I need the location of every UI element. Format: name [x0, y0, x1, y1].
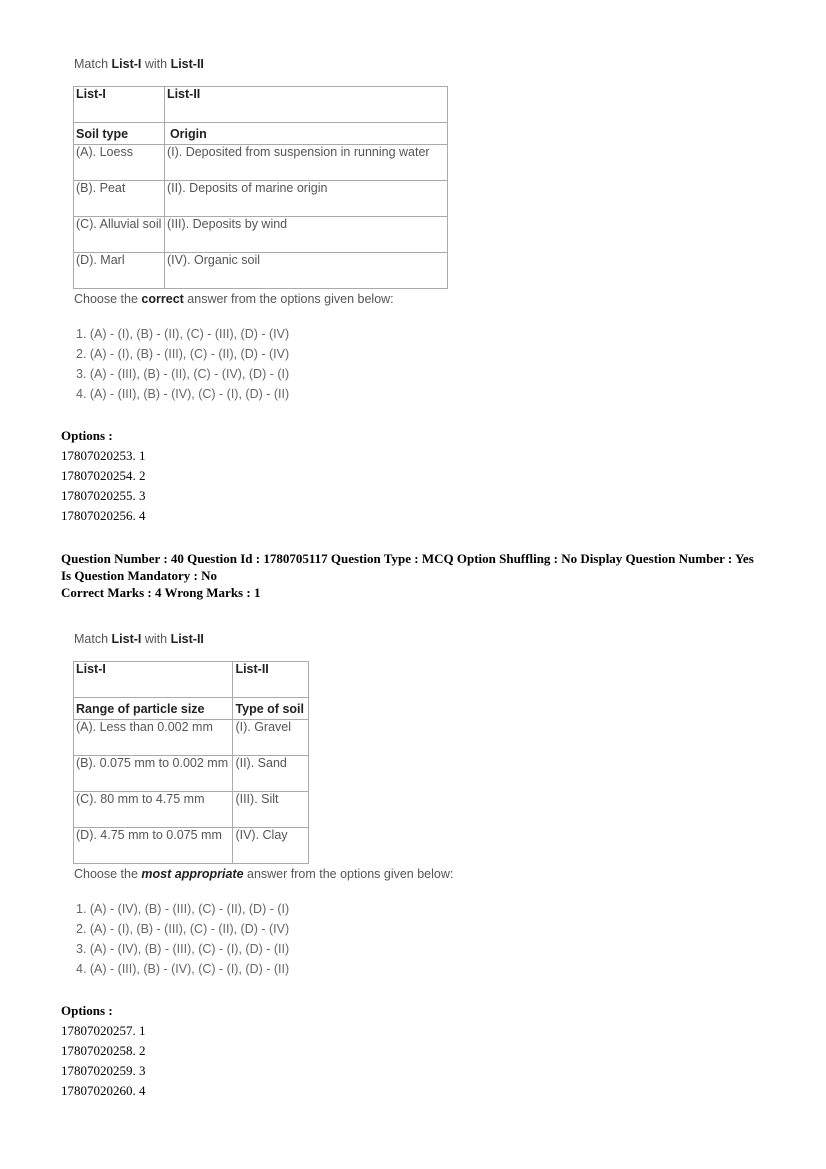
q2-subheader-col1: Range of particle size: [74, 698, 233, 720]
table-row: [74, 828, 309, 864]
q1-choose-prefix: Choose the: [74, 292, 142, 306]
q2-header-list1: List-I: [74, 662, 233, 698]
meta-label: Question Number :: [61, 551, 171, 566]
q1-header-list2: List-II: [164, 87, 447, 123]
q1-intro-mid: with: [141, 57, 171, 71]
table-cell: (A). Less than 0.002 mm: [74, 720, 233, 756]
display-question-number-value: Yes: [734, 551, 754, 566]
meta-label: Correct Marks :: [61, 585, 155, 600]
q2-intro-list2: List-II: [170, 632, 204, 646]
correct-marks-value: 4: [154, 585, 162, 600]
table-cell: (III). Deposits by wind: [164, 217, 447, 253]
table-cell: (I). Deposited from suspension in running water: [164, 145, 447, 181]
table-row: [74, 792, 309, 828]
list-item: 4. (A) - (III), (B) - (IV), (C) - (I), (D) - (II): [76, 387, 290, 401]
q1-subheader-col1: Soil type: [74, 123, 165, 145]
table-cell: (B). Peat: [74, 181, 165, 217]
list-item: 2. (A) - (I), (B) - (III), (C) - (II), (D) - (IV): [76, 922, 290, 936]
table-cell: (III). Silt: [233, 792, 309, 828]
list-item: 1. (A) - (I), (B) - (II), (C) - (III), (D) - (IV): [76, 327, 290, 341]
q2-intro: [74, 632, 204, 646]
q2-intro-mid: with: [141, 632, 171, 646]
list-item: 4. (A) - (III), (B) - (IV), (C) - (I), (D) - (II): [76, 962, 290, 976]
option-item: 17807020258. 2: [61, 1043, 146, 1058]
option-item: 17807020254. 2: [61, 468, 146, 483]
table-cell: (B). 0.075 mm to 0.002 mm: [74, 756, 233, 792]
table-cell: (IV). Clay: [233, 828, 309, 864]
q2-subheader-col2: Type of soil: [233, 698, 309, 720]
q1-intro-list1: List-I: [111, 57, 142, 71]
q2-answer-list: [76, 899, 289, 979]
q2-meta-line3: [61, 584, 801, 601]
list-item: 2. (A) - (I), (B) - (III), (C) - (II), (D) - (IV): [76, 347, 290, 361]
q2-table-header-row: [74, 662, 309, 698]
q2-intro-list1: List-I: [111, 632, 142, 646]
q2-intro-prefix: Match: [74, 632, 112, 646]
q2-meta-line2: [61, 567, 801, 584]
table-row: [74, 145, 448, 181]
q2-meta: [61, 550, 801, 601]
table-cell: (A). Loess: [74, 145, 165, 181]
table-row: [74, 217, 448, 253]
q2-match-table: [73, 661, 309, 864]
table-cell: (II). Deposits of marine origin: [164, 181, 447, 217]
q1-table-header-row: [74, 87, 448, 123]
q2-options-block: [61, 1001, 146, 1101]
option-shuffling-value: No: [561, 551, 578, 566]
q1-intro: [74, 57, 204, 71]
meta-label: Question Id :: [183, 551, 264, 566]
list-item: 1. (A) - (IV), (B) - (III), (C) - (II), (D) - (I): [76, 902, 290, 916]
q1-table-subheader-row: [74, 123, 448, 145]
table-cell: (II). Sand: [233, 756, 309, 792]
wrong-marks-value: 1: [253, 585, 261, 600]
option-item: 17807020259. 3: [61, 1063, 146, 1078]
table-row: [74, 181, 448, 217]
question-number-value: 40: [170, 551, 184, 566]
q1-match-table: [73, 86, 448, 289]
q1-choose-suffix: answer from the options given below:: [183, 292, 394, 306]
table-cell: (C). 80 mm to 4.75 mm: [74, 792, 233, 828]
q2-options-label: Options :: [61, 1003, 113, 1018]
q2-meta-line1: [61, 550, 801, 567]
table-cell: (D). Marl: [74, 253, 165, 289]
q1-header-list1: List-I: [74, 87, 165, 123]
option-item: 17807020253. 1: [61, 448, 146, 463]
option-item: 17807020256. 4: [61, 508, 146, 523]
q2-choose-bold: most appropriate: [141, 867, 244, 881]
q1-options-label: Options :: [61, 428, 113, 443]
q1-choose-bold: correct: [141, 292, 184, 306]
q1-choose-instruction: [74, 292, 394, 306]
q2-choose-prefix: Choose the: [74, 867, 142, 881]
table-row: [74, 756, 309, 792]
question-id-value: 1780705117: [263, 551, 328, 566]
meta-label: Is Question Mandatory :: [61, 568, 202, 583]
q2-table-subheader-row: [74, 698, 309, 720]
meta-label: Option Shuffling :: [453, 551, 562, 566]
table-cell: (C). Alluvial soil: [74, 217, 165, 253]
option-item: 17807020260. 4: [61, 1083, 146, 1098]
meta-label: Wrong Marks :: [161, 585, 254, 600]
q1-answer-list: [76, 324, 289, 404]
list-item: 3. (A) - (IV), (B) - (III), (C) - (I), (D) - (II): [76, 942, 290, 956]
table-cell: (D). 4.75 mm to 0.075 mm: [74, 828, 233, 864]
q2-choose-instruction: [74, 867, 453, 881]
question-type-value: MCQ: [421, 551, 454, 566]
q2-header-list2: List-II: [233, 662, 309, 698]
table-cell: (I). Gravel: [233, 720, 309, 756]
meta-label: Question Type :: [327, 551, 422, 566]
option-item: 17807020255. 3: [61, 488, 146, 503]
table-cell: (IV). Organic soil: [164, 253, 447, 289]
table-row: [74, 720, 309, 756]
q1-options-block: [61, 426, 146, 526]
meta-label: Display Question Number :: [577, 551, 735, 566]
list-item: 3. (A) - (III), (B) - (II), (C) - (IV), (D) - (I): [76, 367, 290, 381]
option-item: 17807020257. 1: [61, 1023, 146, 1038]
q1-subheader-col2: Origin: [164, 123, 447, 145]
q1-intro-prefix: Match: [74, 57, 112, 71]
mandatory-value: No: [201, 568, 218, 583]
q1-intro-list2: List-II: [170, 57, 204, 71]
q2-choose-suffix: answer from the options given below:: [243, 867, 454, 881]
table-row: [74, 253, 448, 289]
